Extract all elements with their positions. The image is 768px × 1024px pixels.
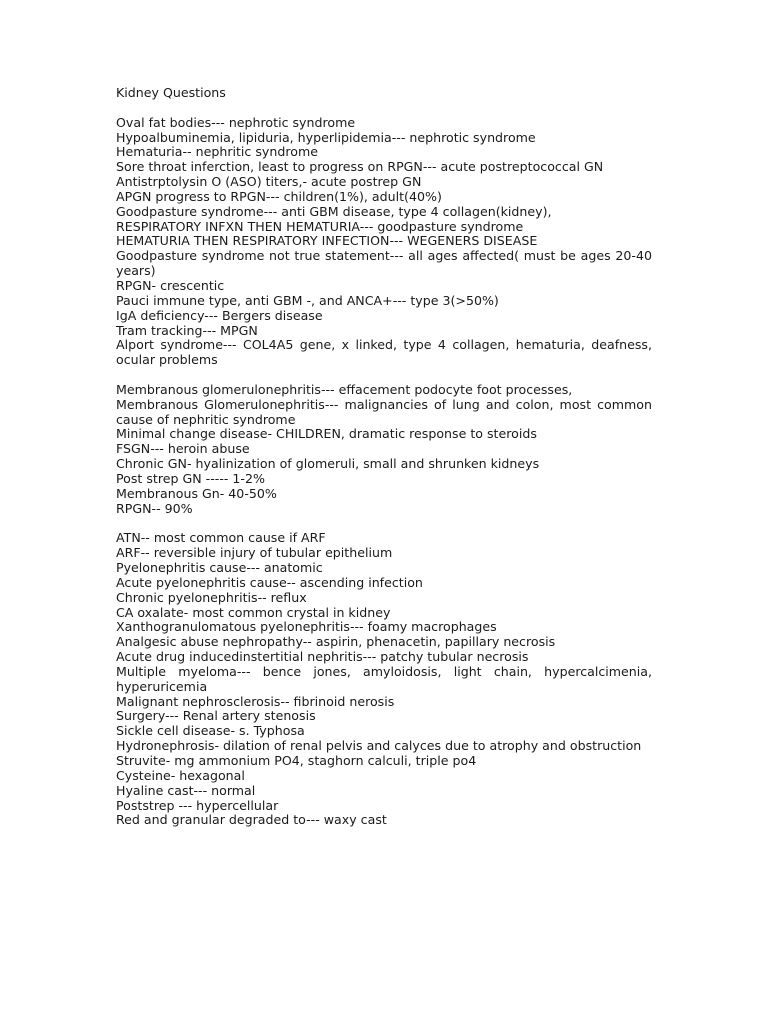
list-item: Tram tracking--- MPGN [116,322,258,338]
list-item: ARF-- reversible injury of tubular epithelium [116,545,393,561]
list-item: Chronic pyelonephritis-- reflux [116,589,307,605]
list-item: Chronic GN- hyalinization of glomeruli, small and shrunken kidneys [116,456,540,472]
list-item: ATN-- most common cause if ARF [116,530,326,546]
list-item: Xanthogranulomatous pyelonephritis--- foamy macrophages [116,619,497,635]
list-item: APGN progress to RPGN--- children(1%), adult(40%) [116,188,442,204]
list-item: Membranous Glomerulonephritis--- malignancies of lung and colon, most common cause of nephritic syndrome [116,396,652,427]
list-item: IgA deficiency--- Bergers disease [116,307,323,323]
list-item: Acute pyelonephritis cause-- ascending infection [116,574,423,590]
list-item: Oval fat bodies--- nephrotic syndrome [116,114,356,130]
document-title: Kidney Questions [116,85,226,100]
list-item: Hypoalbuminemia, lipiduria, hyperlipidemia--- nephrotic syndrome [116,129,536,145]
list-item: Sore throat inferction, least to progress on RPGN--- acute postreptococcal GN [116,159,604,175]
list-item: Pauci immune type, anti GBM -, and ANCA+--- type 3(>50%) [116,292,499,308]
list-item: Sickle cell disease- s. Typhosa [116,723,305,739]
list-item: Goodpasture syndrome--- anti GBM disease, type 4 collagen(kidney), [116,203,552,219]
list-item: FSGN--- heroin abuse [116,441,250,457]
list-item: Hyaline cast--- normal [116,782,256,798]
list-item: Poststrep --- hypercellular [116,797,279,813]
list-item: Acute drug inducedinstertitial nephritis--- patchy tubular necrosis [116,649,529,665]
list-item: RPGN-- 90% [116,500,193,516]
list-item: Hydronephrosis- dilation of renal pelvis and calyces due to atrophy and obstruction [116,738,642,754]
list-item: Surgery--- Renal artery stenosis [116,708,316,724]
list-item: Membranous glomerulonephritis--- effacement podocyte foot processes, [116,381,573,397]
section-glomerular-disease [116,116,652,368]
list-item: HEMATURIA THEN RESPIRATORY INFECTION--- WEGENERS DISEASE [116,233,538,249]
section-spacer [116,368,652,383]
list-item: RESPIRATORY INFXN THEN HEMATURIA--- goodpasture syndrome [116,218,524,234]
list-item: Minimal change disease- CHILDREN, dramatic response to steroids [116,426,537,442]
list-item: Red and granular degraded to--- waxy cast [116,812,387,828]
list-item: RPGN- crescentic [116,277,225,293]
list-item: CA oxalate- most common crystal in kidney [116,604,391,620]
list-item: Post strep GN ----- 1-2% [116,470,265,486]
list-item: Goodpasture syndrome not true statement--- all ages affected( must be ages 20-40 years) [116,248,652,279]
list-item: Multiple myeloma--- bence jones, amyloidosis, light chain, hypercalcimenia, hyperuricemia [116,663,652,694]
list-item: Analgesic abuse nephropathy-- aspirin, phenacetin, papillary necrosis [116,634,556,650]
list-item: Struvite- mg ammonium PO4, staghorn calculi, triple po4 [116,752,477,768]
list-item: Cysteine- hexagonal [116,767,245,783]
list-item: Membranous Gn- 40-50% [116,485,277,501]
list-item: Pyelonephritis cause--- anatomic [116,560,323,575]
section-glomerulonephritis [116,383,652,517]
section-spacer [116,516,652,531]
list-item: Alport syndrome--- COL4A5 gene, x linked, type 4 collagen, hematuria, deafness, ocular problems [116,337,652,368]
section-tubular-and-other [116,531,652,828]
list-item: Malignant nephrosclerosis-- fibrinoid nerosis [116,693,395,709]
list-item: Hematuria-- nephritic syndrome [116,144,318,160]
list-item: Antistrptolysin O (ASO) titers,- acute postrep GN [116,174,422,190]
document-page [116,86,652,828]
